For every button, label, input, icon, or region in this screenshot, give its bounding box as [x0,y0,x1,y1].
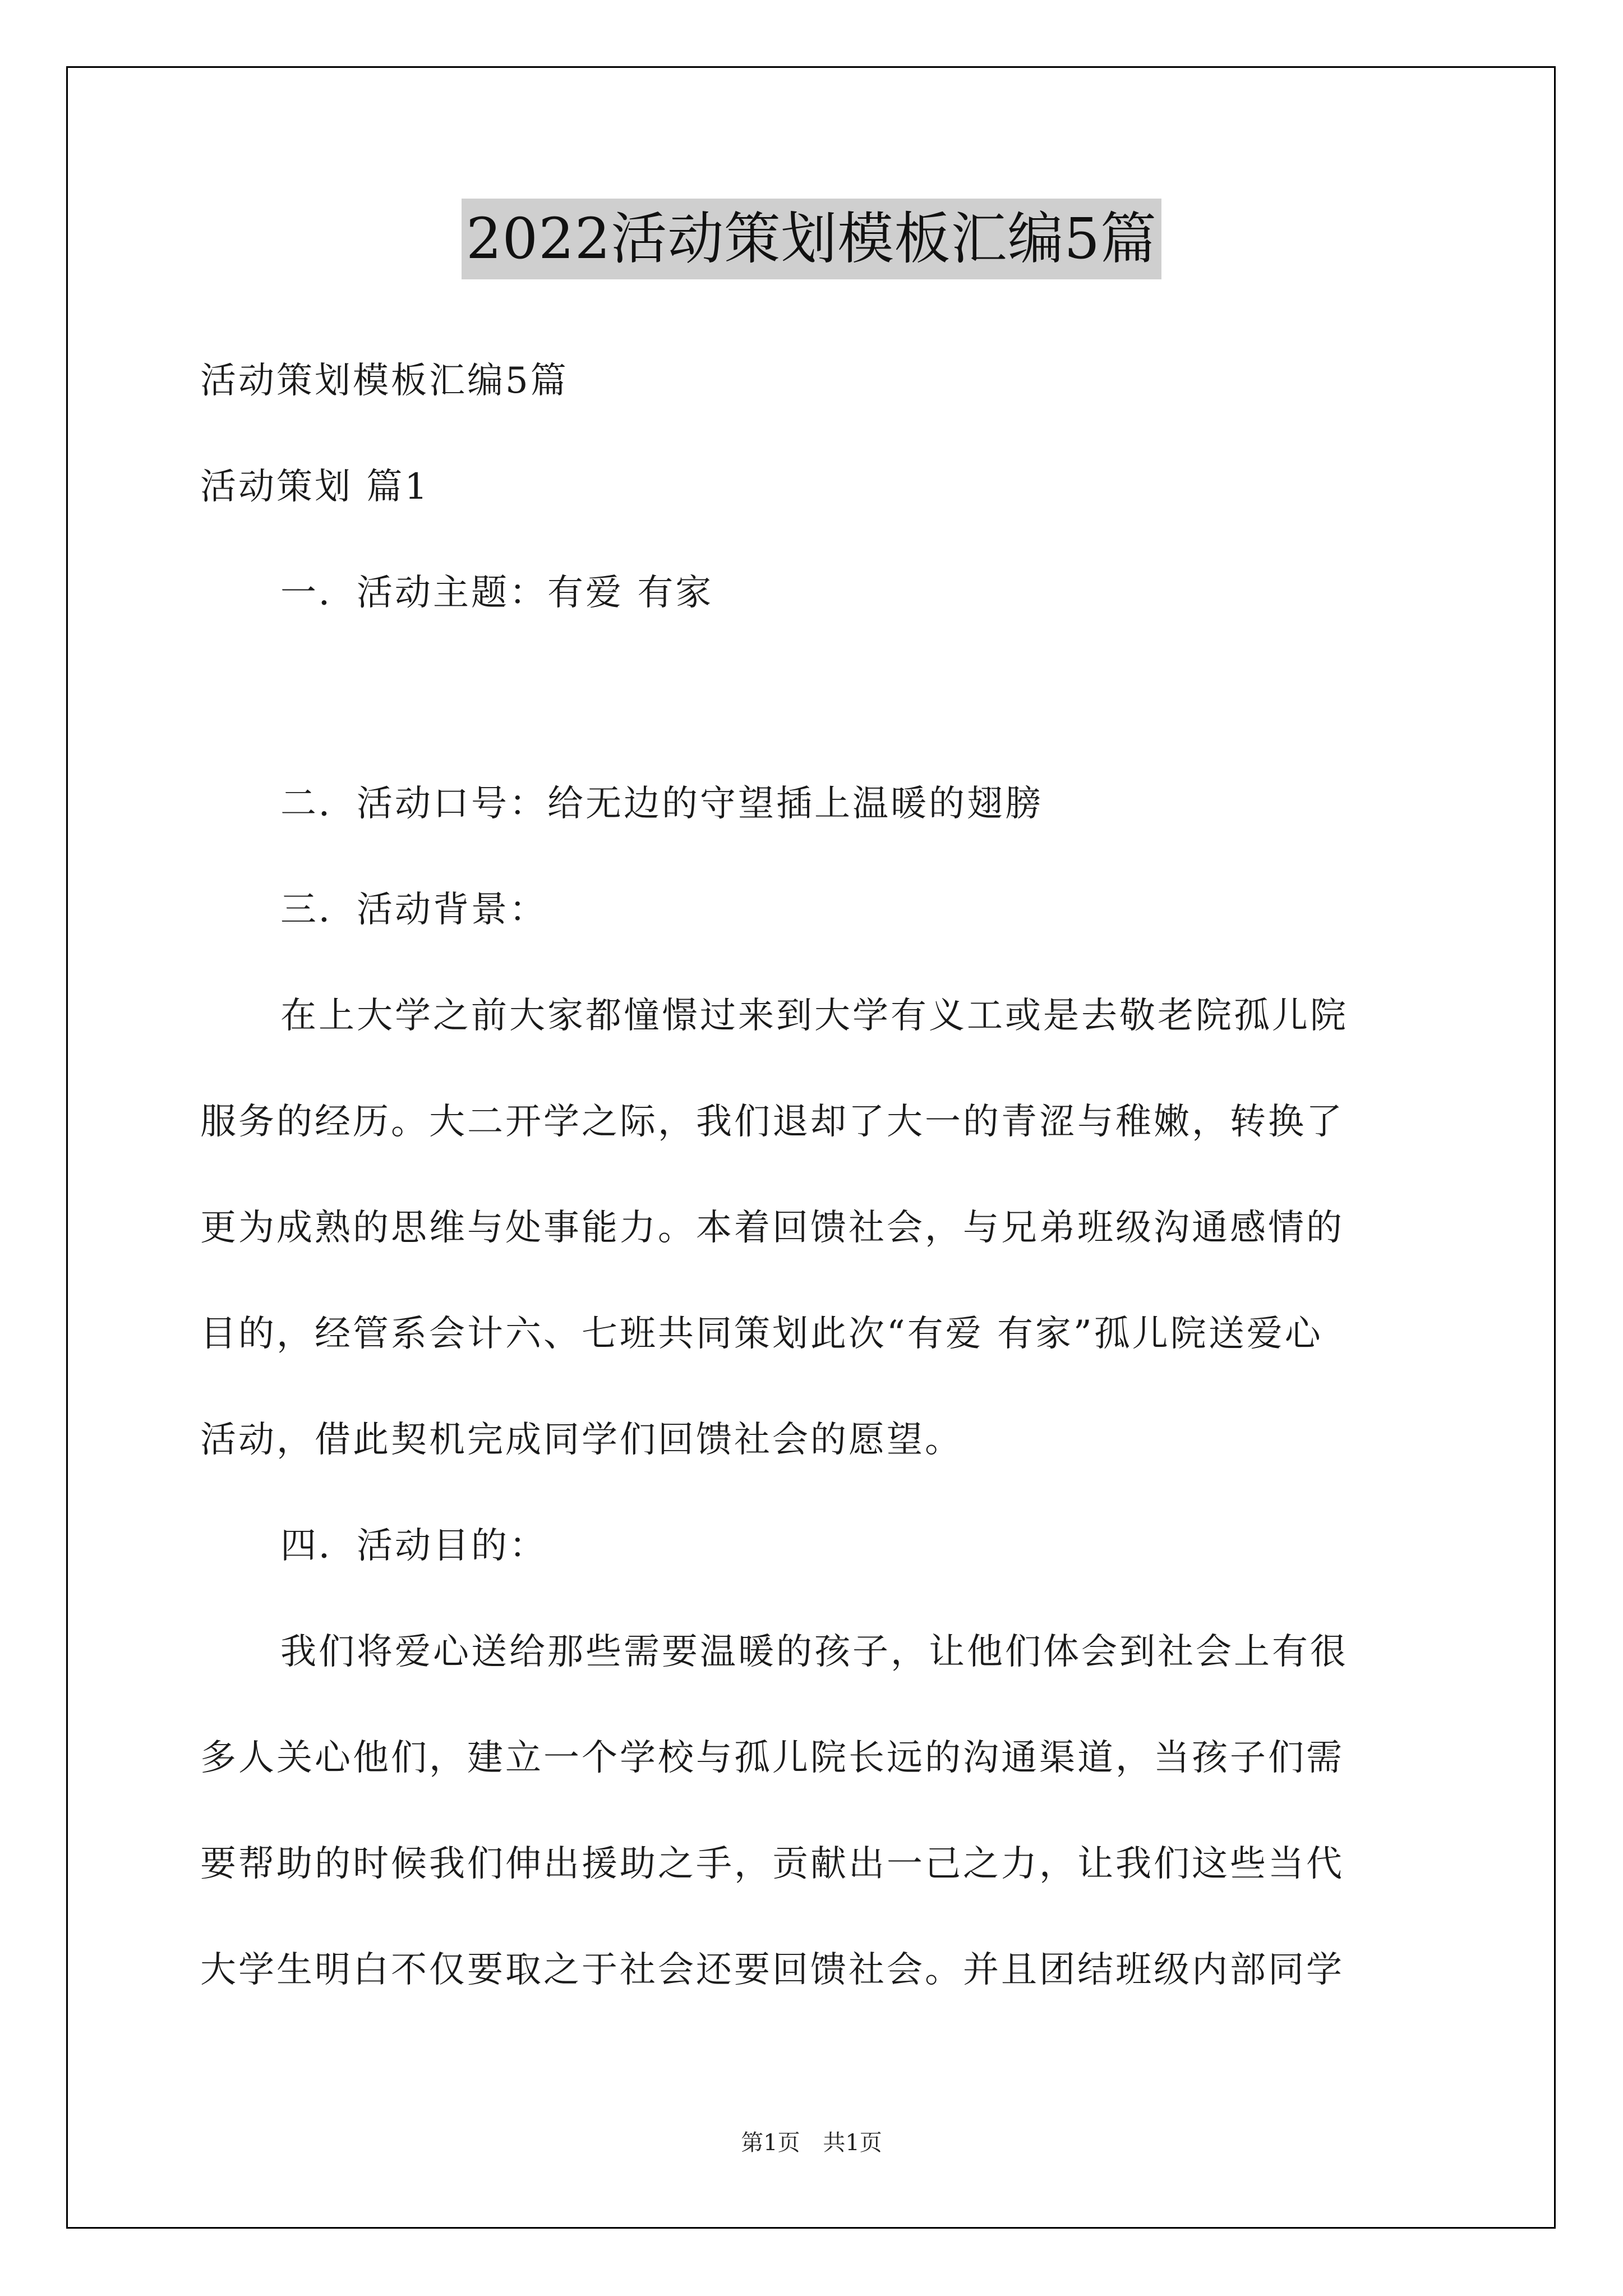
item-theme: 一．活动主题：有爱 有家 [280,572,714,614]
page-number: 第1页 [741,2130,800,2156]
background-line: 服务的经历。大二开学之际，我们退却了大一的青涩与稚嫩，转换了 [200,1101,1344,1143]
purpose-line: 要帮助的时候我们伸出援助之手，贡献出一己之力，让我们这些当代 [200,1843,1344,1885]
background-line: 活动，借此契机完成同学们回馈社会的愿望。 [200,1419,963,1461]
purpose-line: 我们将爱心送给那些需要温暖的孩子，让他们体会到社会上有很 [280,1631,1348,1673]
item-slogan: 二．活动口号：给无边的守望插上温暖的翅膀 [280,783,1043,825]
background-line: 在上大学之前大家都憧憬过来到大学有义工或是去敬老院孤儿院 [280,995,1348,1037]
background-line: 目的，经管系会计六、七班共同策划此次“有爱 有家”孤儿院送爱心 [200,1313,1323,1355]
document-subtitle: 活动策划模板汇编5篇 [200,360,569,402]
page-footer [0,2125,1623,2157]
document-title: 2022活动策划模板汇编5篇 [462,199,1161,279]
purpose-line: 大学生明白不仅要取之于社会还要回馈社会。并且团结班级内部同学 [200,1949,1344,1991]
item-background-heading: 三．活动背景： [280,889,547,931]
purpose-line: 多人关心他们，建立一个学校与孤儿院长远的沟通渠道，当孩子们需 [200,1737,1344,1779]
background-line: 更为成熟的思维与处事能力。本着回馈社会，与兄弟班级沟通感情的 [200,1207,1344,1249]
item-purpose-heading: 四．活动目的： [280,1525,547,1567]
page-total: 共1页 [823,2130,882,2156]
section-heading: 活动策划 篇1 [200,466,430,508]
title-container [0,199,1623,279]
